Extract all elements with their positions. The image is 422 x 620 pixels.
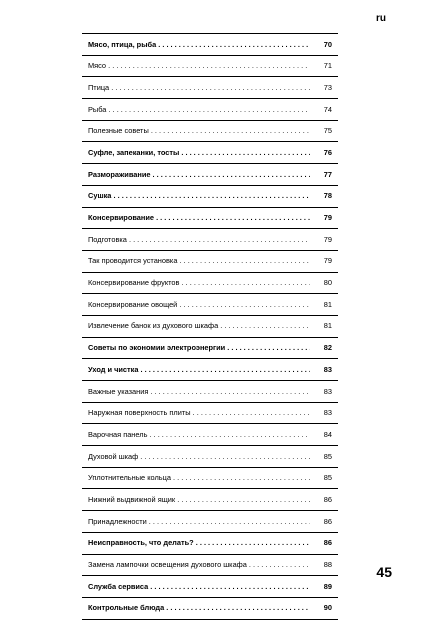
toc-row bbox=[82, 359, 338, 381]
toc-entry-title: Уход и чистка . . . bbox=[88, 365, 310, 374]
toc-entry-page: 78 bbox=[323, 191, 332, 201]
toc-entry-page: 79 bbox=[323, 213, 332, 222]
toc-entry-title: Замена лампочки освещения духового шкафа . . . bbox=[88, 560, 310, 569]
toc-entry-title: Контрольные блюда . . . bbox=[88, 603, 310, 612]
toc-entry-page: 71 bbox=[323, 61, 332, 71]
toc-row bbox=[82, 142, 338, 164]
toc-entry-title: Советы по экономии электроэнергии . . . bbox=[88, 343, 310, 352]
toc-row bbox=[82, 121, 338, 143]
toc-entry-title: Консервирование . . . bbox=[88, 213, 310, 222]
toc-entry-title: Принадлежности . . . bbox=[88, 517, 310, 526]
toc-entry-title: Подготовка . . . bbox=[88, 235, 310, 244]
toc-entry-title: Важные указания . . . bbox=[88, 387, 310, 396]
toc-row bbox=[82, 576, 338, 598]
toc-entry-title: Птица . . . bbox=[88, 83, 310, 92]
toc-entry-page: 77 bbox=[323, 169, 332, 179]
toc-entry-page: 76 bbox=[323, 147, 332, 157]
toc-entry-title: Консервирование фруктов . . . bbox=[88, 278, 310, 287]
toc-entry-page: 90 bbox=[323, 603, 332, 613]
toc-entry-title: Суфле, запеканки, тосты . . . bbox=[88, 148, 310, 157]
toc-entry-page: 88 bbox=[323, 560, 332, 569]
toc-row bbox=[82, 598, 338, 620]
toc-entry-title: Варочная панель . . . bbox=[88, 430, 310, 439]
toc-entry-title: Мясо . . . bbox=[88, 61, 310, 70]
toc-row bbox=[82, 533, 338, 555]
toc-row bbox=[82, 77, 338, 99]
toc-row bbox=[82, 208, 338, 230]
toc-row bbox=[82, 403, 338, 425]
toc-entry-page: 86 bbox=[323, 494, 332, 504]
toc-entry-page: 83 bbox=[323, 408, 332, 418]
toc-row bbox=[82, 273, 338, 295]
toc-entry-page: 73 bbox=[323, 82, 332, 92]
toc-row bbox=[82, 489, 338, 511]
toc-row bbox=[82, 316, 338, 338]
toc-entry-page: 80 bbox=[323, 278, 332, 288]
toc-row bbox=[82, 56, 338, 78]
toc-entry-page: 85 bbox=[323, 451, 332, 461]
toc-entry-title: Извлечение банок из духового шкафа . . . bbox=[88, 321, 310, 330]
toc-entry-page: 86 bbox=[323, 538, 332, 548]
toc-row bbox=[82, 338, 338, 360]
toc-entry-title: Сушка . . . bbox=[88, 191, 310, 200]
toc-row bbox=[82, 555, 338, 577]
toc-row bbox=[82, 446, 338, 468]
toc-row bbox=[82, 424, 338, 446]
toc-entry-page: 79 bbox=[323, 256, 332, 266]
toc-entry-page: 85 bbox=[323, 473, 332, 483]
toc-entry-page: 83 bbox=[323, 386, 332, 396]
toc-entry-title: Размораживание . . . bbox=[88, 170, 310, 179]
toc-entry-page: 84 bbox=[323, 429, 332, 439]
language-code: ru bbox=[376, 13, 386, 24]
toc-entry-page: 82 bbox=[323, 343, 332, 353]
toc-entry-title: Мясо, птица, рыба . . . bbox=[88, 40, 310, 49]
toc-entry-page: 86 bbox=[323, 516, 332, 526]
toc-entry-title: Нижний выдвижной ящик . . . bbox=[88, 495, 310, 504]
toc-entry-page: 75 bbox=[323, 126, 332, 136]
toc-entry-title: Неисправность, что делать? . . . bbox=[88, 538, 310, 547]
toc-entry-title: Служба сервиса . . . bbox=[88, 582, 310, 591]
toc-entry-page: 81 bbox=[323, 321, 332, 331]
toc-entry-title: Наружная поверхность плиты . . . bbox=[88, 408, 310, 417]
toc-entry-page: 81 bbox=[323, 299, 332, 309]
toc-row bbox=[82, 511, 338, 533]
toc-entry-page: 70 bbox=[323, 39, 332, 49]
toc-row bbox=[82, 34, 338, 56]
toc-row bbox=[82, 468, 338, 490]
toc-entry-title: Полезные советы . . . bbox=[88, 126, 310, 135]
toc-entry-page: 89 bbox=[323, 581, 332, 591]
toc-row bbox=[82, 294, 338, 316]
toc-row bbox=[82, 229, 338, 251]
toc-entry-title: Консервирование овощей . . . bbox=[88, 300, 310, 309]
toc-row bbox=[82, 251, 338, 273]
toc-entry-title: Уплотнительные кольца . . . bbox=[88, 473, 310, 482]
toc-row bbox=[82, 186, 338, 208]
page-number: 45 bbox=[376, 564, 392, 580]
table-of-contents bbox=[82, 33, 338, 620]
toc-entry-title: Духовой шкаф . . . bbox=[88, 452, 310, 461]
toc-entry-page: 74 bbox=[323, 104, 332, 114]
toc-row bbox=[82, 99, 338, 121]
toc-entry-title: Рыба . . . bbox=[88, 105, 310, 114]
toc-entry-page: 83 bbox=[323, 364, 332, 374]
toc-row bbox=[82, 381, 338, 403]
toc-entry-page: 79 bbox=[323, 234, 332, 244]
toc-row bbox=[82, 164, 338, 186]
toc-entry-title: Так проводится установка . . . bbox=[88, 256, 310, 265]
